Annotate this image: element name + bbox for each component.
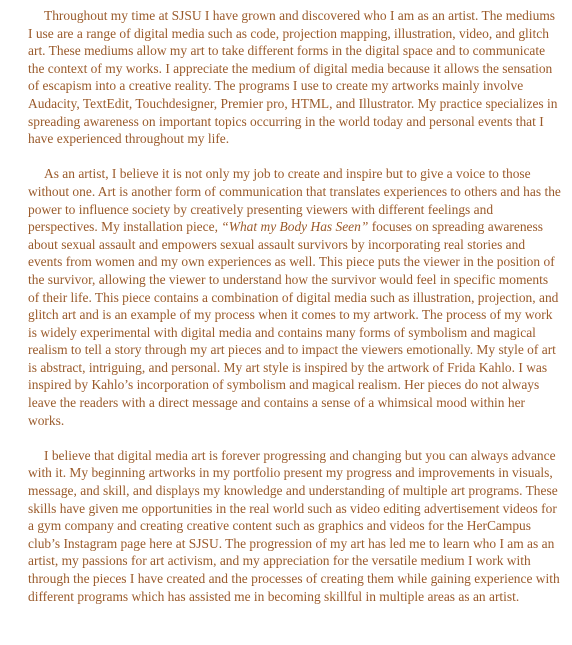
paragraph-2-intro-text: As an artist, I believe it is not only my job to create and inspire but to give a voice to those without one. Art is another form of communication that translates experiences to others and has the power to influence society by creatively presenting viewers with different feelings and perspectives. My installation piece, — [28, 166, 561, 235]
paragraph-progression: I believe that digital media art is forever progressing and changing but you can always advance with it. My beginning artworks in my portfolio present my progress and improvements in visuals, message, and skill, and displays my knowledge and understanding of multiple art programs. These skills have given me opportunities in the real world such as video editing advertisement videos for a gym company and creating creative content such as graphics and videos for the HerCampus club’s Instagram page here at SJSU. The progression of my art has led me to learn who I am as an artist, my passions for art activism, and my appreciation for the versatile medium I work with through the pieces I have created and the processes of creating them while gaining experience with different programs which has assisted me in becoming skillful in multiple areas as an artist. — [28, 447, 560, 604]
installation-title: “What my Body Has Seen” — [221, 219, 369, 235]
paragraph-2-body-text: focuses on spreading awareness about sexual assault and empowers sexual assault survivors by incorporating real stories and events from women and my own experiences as well. This piece puts the viewer in the position of the survivor, allowing the viewer to understand how the survivor would feel in specific moments of their life. This piece contains a combination of digital media such as illustration, projection, and glitch art and is an example of my process when it comes to my artwork. The process of my work is widely experimental with digital media and contains many forms of symbolism and magical realism to tell a story through my art pieces and to impact the viewers emotionally. My style of art is abstract, intriguing, and personal. My art style is inspired by the artwork of Frida Kahlo. I was inspired by Kahlo’s incorporation of symbolism and magical realism. Her pieces do not always leave the readers with a direct message and contains a sense of a whimsical mood within her works. — [28, 219, 559, 428]
paragraph-artist-voice — [28, 165, 562, 429]
paragraph-medium-and-practice: Throughout my time at SJSU I have grown and discovered who I am as an artist. The mediums I use are a range of digital media such as code, projection mapping, illustration, video, and glitch art. These mediums allow my art to take different forms in the digital space and to communicate the context of my works. I appreciate the medium of digital media because it allows the sensation of escapism into a creative reality. The programs I use to create my artworks mainly involve Audacity, TextEdit, Touchdesigner, Premier pro, HTML, and Illustrator. My practice specializes in spreading awareness on important topics occurring in the world today and personal events that I have experienced throughout my life. — [28, 8, 558, 147]
